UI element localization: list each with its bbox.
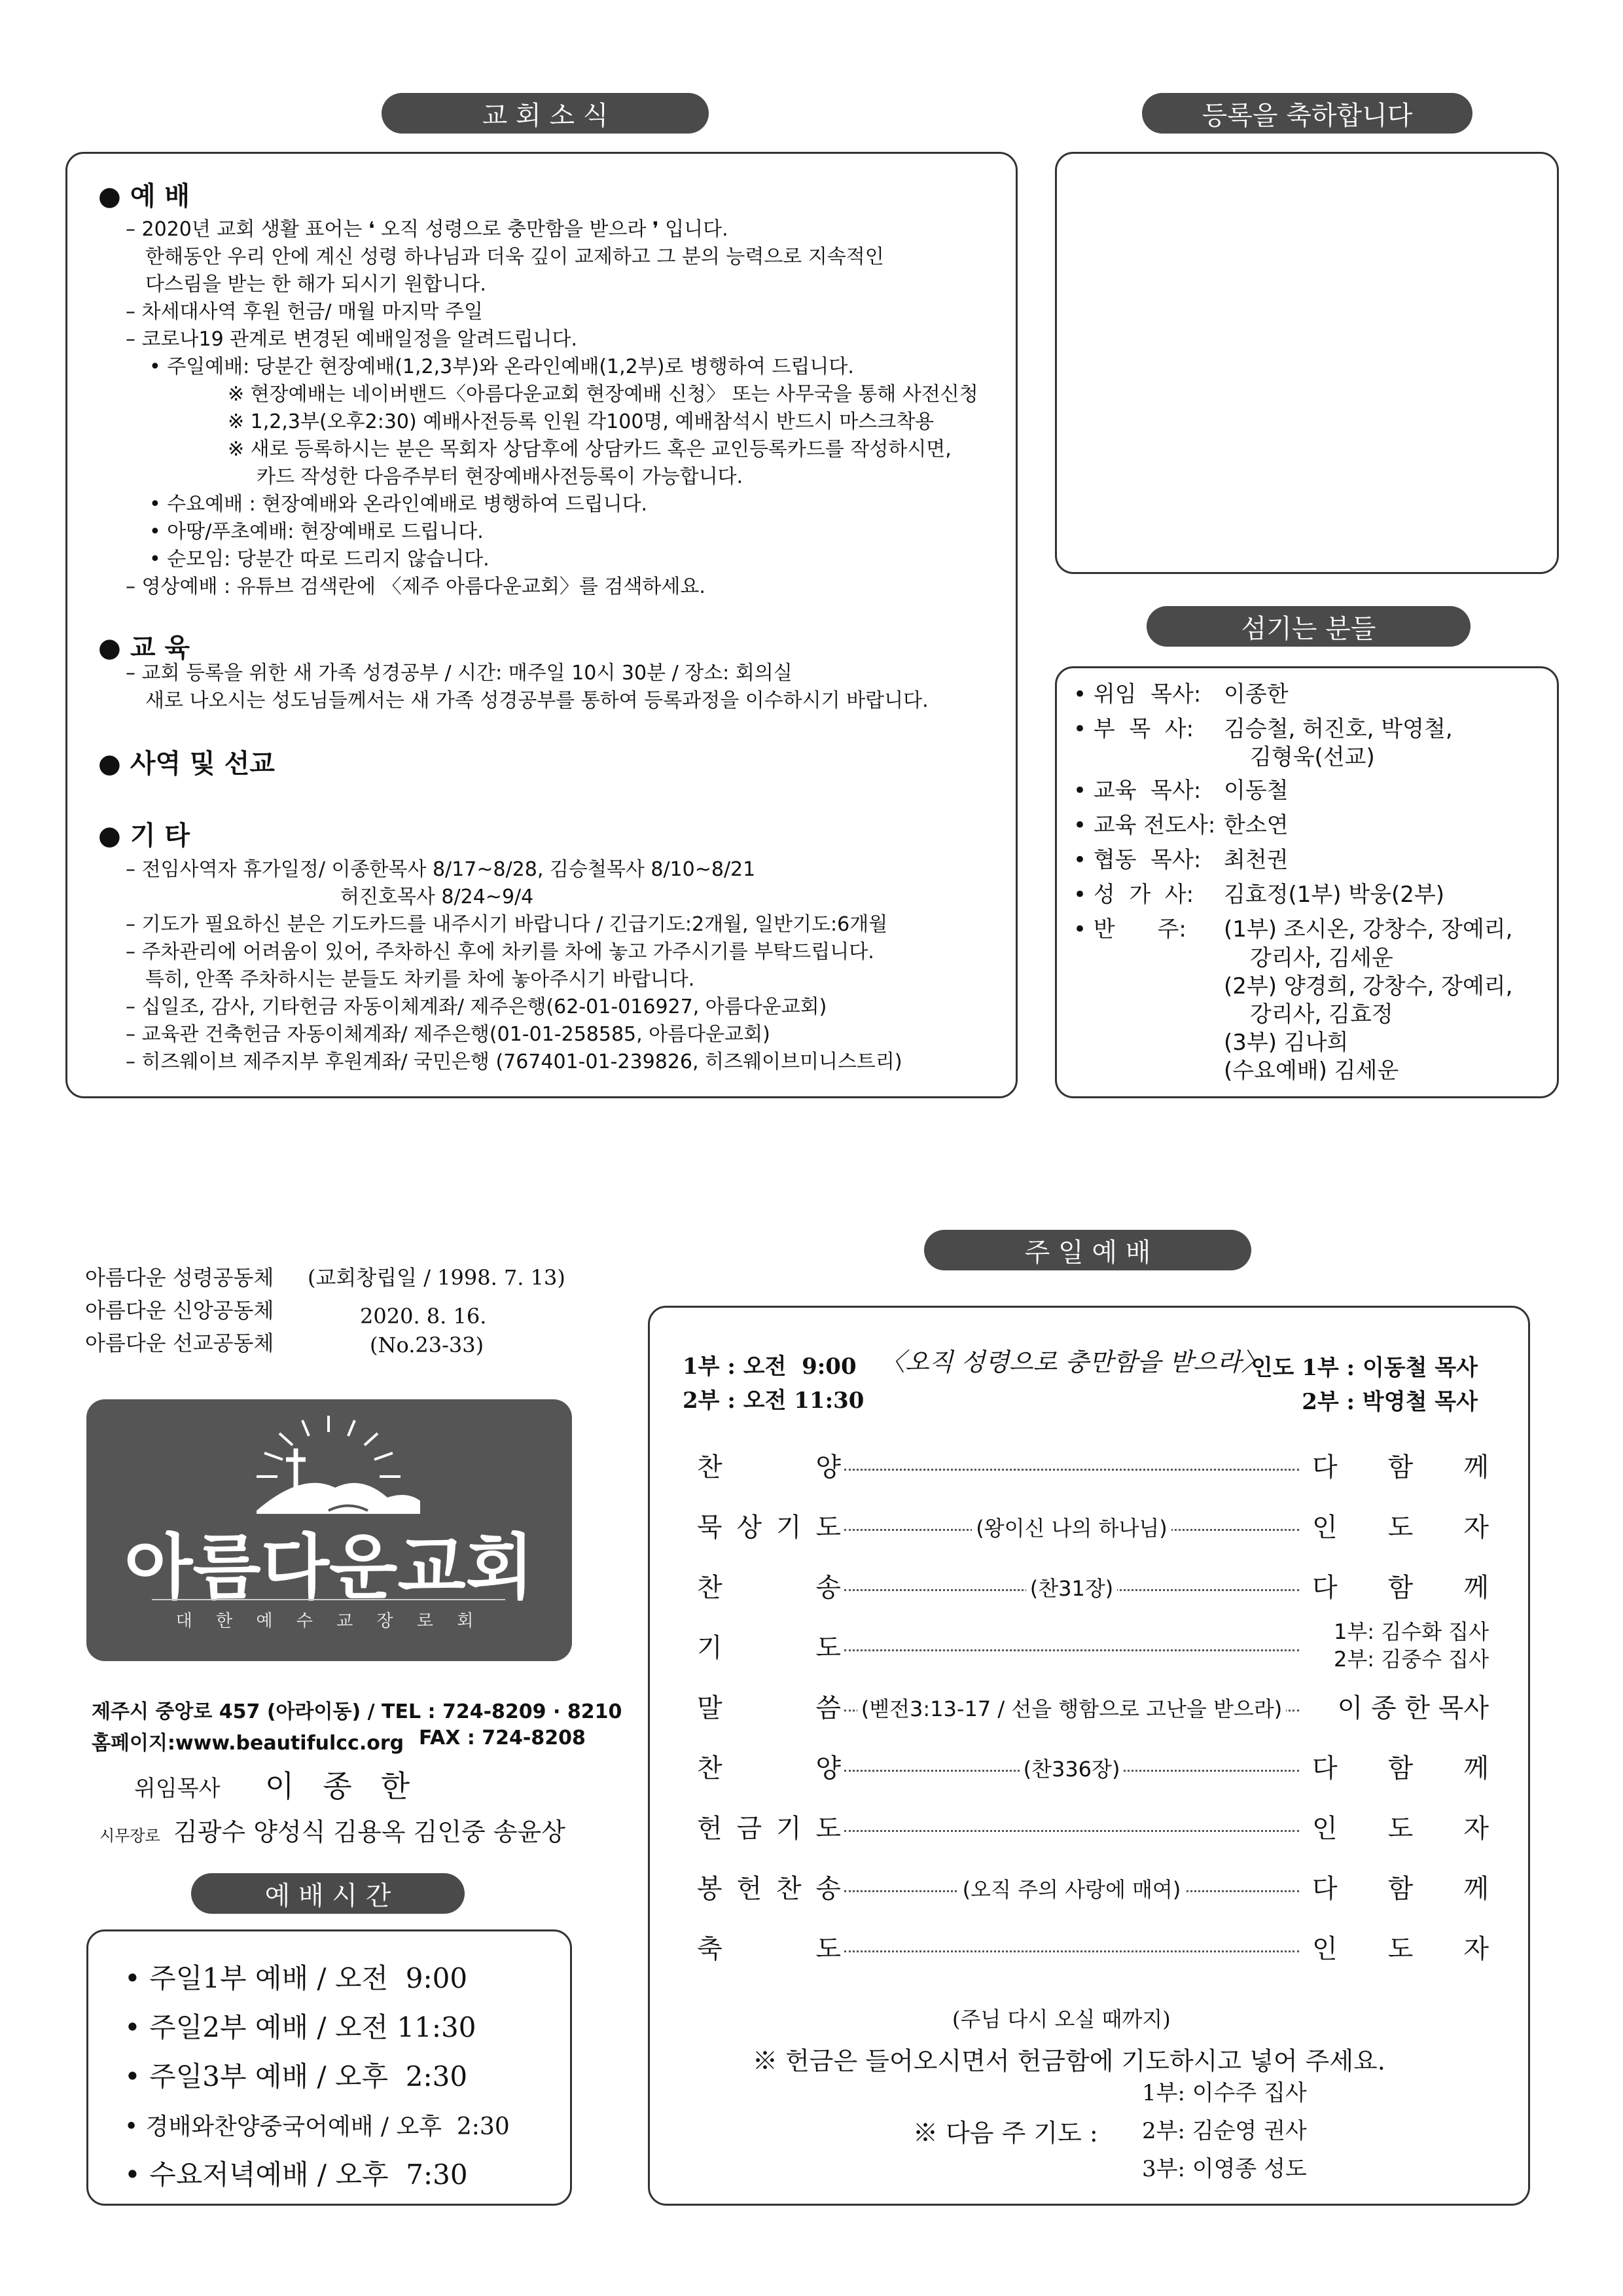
- worship-leader-2: 2부 : 박영철 목사: [1302, 1389, 1478, 1415]
- order-item-leader: 다 함 께: [1312, 1573, 1489, 1603]
- news-line: – 주차관리에 어려움이 있어, 주차하신 후에 차키를 차에 놓고 가주시기를 부탁드립니다.: [126, 941, 874, 963]
- dotted-leader: [844, 1950, 1299, 1952]
- order-item-name: 기 도: [697, 1633, 841, 1663]
- service-time: • 주일1부 예배 / 오전 9:00: [124, 1962, 468, 1994]
- news-line: ※ 1,2,3부(오후2:30) 예배사전등록 인원 각100명, 예배참석시 반드시 마스크착용: [228, 410, 935, 433]
- service-time: • 주일3부 예배 / 오후 2:30: [124, 2060, 468, 2092]
- servant-names: (수요예배) 김세운: [1224, 1058, 1399, 1085]
- servant-names: (3부) 김나희: [1224, 1030, 1349, 1056]
- news-line: ※ 새로 등록하시는 분은 목회자 상담후에 상담카드 혹은 교인등록카드를 작성하시면,: [228, 438, 952, 461]
- order-item-detail-text: (벧전3:13-17 / 선을 행함으로 고난을 받으라): [857, 1696, 1287, 1721]
- worship-news-title: ● 예 배: [98, 181, 190, 211]
- bulletin-date: 2020. 8. 16.: [360, 1304, 487, 1329]
- news-line: 허진호목사 8/24~9/4: [340, 886, 534, 908]
- order-item-name: 헌 금 기 도: [697, 1814, 841, 1844]
- news-line: • 주일예배: 당분간 현장예배(1,2,3부)와 온라인예배(1,2부)로 병행하여 드립니다.: [149, 355, 854, 378]
- order-item-detail: [844, 1572, 1299, 1602]
- register-box: [1055, 152, 1559, 574]
- servant-names: 김승철, 허진호, 박영철,: [1224, 716, 1453, 742]
- pastor-name: 이 종 한: [265, 1768, 410, 1804]
- service-time: • 수요저녁예배 / 오후 7:30: [124, 2159, 468, 2191]
- order-row: [697, 1928, 1489, 1974]
- order-item-name: 찬 양: [697, 1452, 841, 1482]
- prayer-person: 2부: 김중수 집사: [1334, 1647, 1489, 1672]
- service-time-1: 1부 : 오전 9:00: [683, 1354, 857, 1380]
- news-line: – 전임사역자 휴가일정/ 이종한목사 8/17~8/28, 김승철목사 8/10~8/21: [126, 858, 756, 881]
- servant-names: 김형욱(선교): [1250, 744, 1375, 771]
- dotted-leader: [844, 1469, 1299, 1471]
- next-prayer-label: ※ 다음 주 기도 :: [913, 2119, 1098, 2147]
- news-line: – 코로나19 관계로 변경된 예배일정을 알려드립니다.: [126, 328, 577, 351]
- next-prayer-3: 3부: 이영종 성도: [1142, 2156, 1307, 2182]
- elders-label: 시무장로: [99, 1827, 160, 1845]
- church-denomination: 대 한 예 수 교 장 로 회: [175, 1611, 483, 1631]
- dotted-leader: [844, 1649, 1299, 1651]
- bulletin-issue: (No.23-33): [370, 1333, 484, 1357]
- service-time: • 주일2부 예배 / 오전 11:30: [124, 2011, 476, 2043]
- servant-names: 최천권: [1224, 847, 1289, 874]
- order-item-detail: [844, 1693, 1299, 1723]
- servant-role: • 협동 목사:: [1073, 847, 1202, 874]
- offering-note: ※ 헌금은 들어오시면서 헌금함에 기도하시고 넣어 주세요.: [753, 2047, 1385, 2075]
- founded-date: (교회창립일 / 1998. 7. 13): [308, 1265, 565, 1290]
- order-item-leader: 다 함 께: [1312, 1874, 1489, 1904]
- order-item-leader: 인 도 자: [1312, 1814, 1489, 1844]
- community-line: 아름다운 성령공동체: [85, 1265, 274, 1290]
- education-title: ● 교 육: [98, 633, 190, 663]
- order-row: [697, 1507, 1489, 1552]
- servant-names: (2부) 양경희, 강창수, 장예리,: [1224, 973, 1513, 999]
- next-prayer-2: 2부: 김순영 권사: [1142, 2118, 1307, 2144]
- news-line: 새로 나오시는 성도님들께서는 새 가족 성경공부를 통하여 등록과정을 이수하시기 바랍니다.: [145, 689, 929, 712]
- news-line: – 교육관 건축헌금 자동이체계좌/ 제주은행(01-01-258585, 아름다운교회): [126, 1023, 770, 1046]
- order-item-detail-text: (왕이신 나의 하나님): [972, 1516, 1171, 1541]
- news-line: – 교회 등록을 위한 새 가족 성경공부 / 시간: 매주일 10시 30분 / 장소: 회의실: [126, 662, 793, 685]
- church-homepage: 홈페이지:www.beautifulcc.org: [92, 1732, 404, 1755]
- news-line: – 기도가 필요하신 분은 기도카드를 내주시기 바랍니다 / 긴급기도:2개월, 일반기도:6개월: [126, 913, 888, 936]
- community-line: 아름다운 신앙공동체: [85, 1298, 274, 1323]
- news-line: – 영상예배 : 유튜브 검색란에 〈제주 아름다운교회〉를 검색하세요.: [126, 575, 705, 598]
- order-item-prayers: [1306, 1618, 1489, 1673]
- dotted-leader: [844, 1830, 1299, 1832]
- order-row: [697, 1567, 1489, 1613]
- servant-names: 김효정(1부) 박웅(2부): [1224, 882, 1445, 908]
- news-line: 카드 작성한 다음주부터 현장예배사전등록이 가능합니다.: [257, 465, 743, 488]
- news-line: • 수요예배 : 현장예배와 온라인예배로 병행하여 드립니다.: [149, 493, 648, 516]
- church-logo: [86, 1399, 572, 1661]
- servant-role: • 교육 전도사:: [1073, 812, 1216, 839]
- order-row: [697, 1446, 1489, 1492]
- order-item-detail-text: (찬336장): [1020, 1757, 1124, 1782]
- times-header: 예 배 시 간: [191, 1873, 465, 1914]
- order-item-leader: 인 도 자: [1312, 1513, 1489, 1543]
- order-item-name: 찬 양: [697, 1753, 841, 1784]
- prayer-person: 1부: 김수화 집사: [1334, 1619, 1489, 1644]
- order-item-name: 묵 상 기 도: [697, 1513, 841, 1543]
- worship-header: 주 일 예 배: [924, 1230, 1251, 1270]
- servant-names: 강리사, 김세운: [1250, 944, 1393, 971]
- news-line: 다스림을 받는 한 해가 되시기 원합니다.: [145, 273, 486, 296]
- servants-header: 섬기는 분들: [1147, 606, 1471, 647]
- order-item-name: 봉 헌 찬 송: [697, 1874, 841, 1904]
- order-item-name: 말 씀: [697, 1693, 841, 1723]
- next-prayer-1: 1부: 이수주 집사: [1142, 2080, 1307, 2106]
- etc-title: ● 기 타: [98, 821, 190, 851]
- news-line: – 히즈웨이브 제주지부 후원계좌/ 국민은행 (767401-01-239826, 히즈웨이브미니스트리): [126, 1050, 902, 1073]
- elders-names: 김광수 양성식 김용옥 김인중 송윤상: [173, 1818, 565, 1846]
- news-line: – 2020년 교회 생활 표어는 ❛ 오직 성령으로 충만함을 받으라 ❜ 입니다.: [126, 218, 728, 241]
- order-item-leader: 이 종 한 목사: [1337, 1693, 1489, 1723]
- church-fax: FAX : 724-8208: [419, 1727, 586, 1749]
- news-line: – 차세대사역 후원 헌금/ 매월 마지막 주일: [126, 300, 484, 323]
- news-line: • 아땅/푸초예배: 현장예배로 드립니다.: [149, 520, 484, 543]
- mission-title: ● 사역 및 선교: [98, 749, 275, 779]
- servant-role: • 부 목 사:: [1073, 716, 1194, 742]
- order-row: [697, 1687, 1489, 1733]
- order-item-detail-text: (찬31장): [1026, 1576, 1118, 1601]
- servant-names: 강리사, 김효정: [1250, 1001, 1393, 1028]
- order-row: [697, 1748, 1489, 1793]
- order-row: [697, 1619, 1489, 1673]
- order-item-detail: [844, 1753, 1299, 1783]
- worship-leader-1: 인도 1부 : 이동철 목사: [1251, 1355, 1478, 1381]
- news-line: ※ 현장예배는 네이버밴드〈아름다운교회 현장예배 신청〉 또는 사무국을 통해 사전신청: [228, 383, 978, 406]
- church-logo-name: 아름다운교회: [124, 1527, 534, 1609]
- servant-role: • 교육 목사:: [1073, 778, 1202, 804]
- order-item-leader: 다 함 께: [1312, 1452, 1489, 1482]
- pastor-label: 위임목사: [134, 1776, 221, 1802]
- servant-names: (1부) 조시온, 강창수, 장예리,: [1224, 916, 1513, 943]
- order-row: [697, 1808, 1489, 1854]
- service-time: • 경배와찬양중국어예배 / 오후 2:30: [124, 2113, 510, 2140]
- servant-names: 한소연: [1224, 812, 1289, 839]
- servant-names: 이종한: [1224, 681, 1289, 708]
- news-line: – 십일조, 감사, 기타헌금 자동이체계좌/ 제주은행(62-01-016927, 아름다운교회): [126, 996, 827, 1018]
- order-item-name: 찬 송: [697, 1573, 841, 1603]
- closing-hymn: (주님 다시 오실 때까지): [952, 2007, 1171, 2032]
- worship-theme: 〈오직 성령으로 충만함을 받으라〉: [880, 1348, 1266, 1376]
- order-row: [697, 1868, 1489, 1914]
- order-item-detail: [844, 1873, 1299, 1903]
- cross-mountain-icon: [230, 1412, 427, 1524]
- servant-role: • 성 가 사:: [1073, 882, 1194, 908]
- community-line: 아름다운 선교공동체: [85, 1331, 274, 1355]
- servant-names: 이동철: [1224, 778, 1289, 804]
- order-item-detail: [844, 1512, 1299, 1542]
- logo-divider: [152, 1599, 505, 1600]
- register-header: 등록을 축하합니다: [1142, 93, 1472, 134]
- service-time-2: 2부 : 오전 11:30: [683, 1388, 865, 1414]
- order-item-name: 축 도: [697, 1934, 841, 1964]
- news-line: • 순모임: 당분간 따로 드리지 않습니다.: [149, 548, 490, 571]
- order-item-leader: 인 도 자: [1312, 1934, 1489, 1964]
- order-item-leader: 다 함 께: [1312, 1753, 1489, 1784]
- servant-role: • 반 주:: [1073, 916, 1186, 943]
- order-item-detail-text: (오직 주의 사랑에 매여): [959, 1877, 1185, 1902]
- church-address: 제주시 중앙로 457 (아라이동) / TEL : 724-8209 · 8210: [92, 1700, 622, 1723]
- news-line: 특히, 안쪽 주차하시는 분들도 차키를 차에 놓아주시기 바랍니다.: [145, 968, 695, 991]
- servant-role: • 위임 목사:: [1073, 681, 1202, 708]
- news-line: 한해동안 우리 안에 계신 성령 하나님과 더욱 깊이 교제하고 그 분의 능력으로 지속적인: [145, 245, 884, 268]
- news-header: 교 회 소 식: [382, 93, 709, 134]
